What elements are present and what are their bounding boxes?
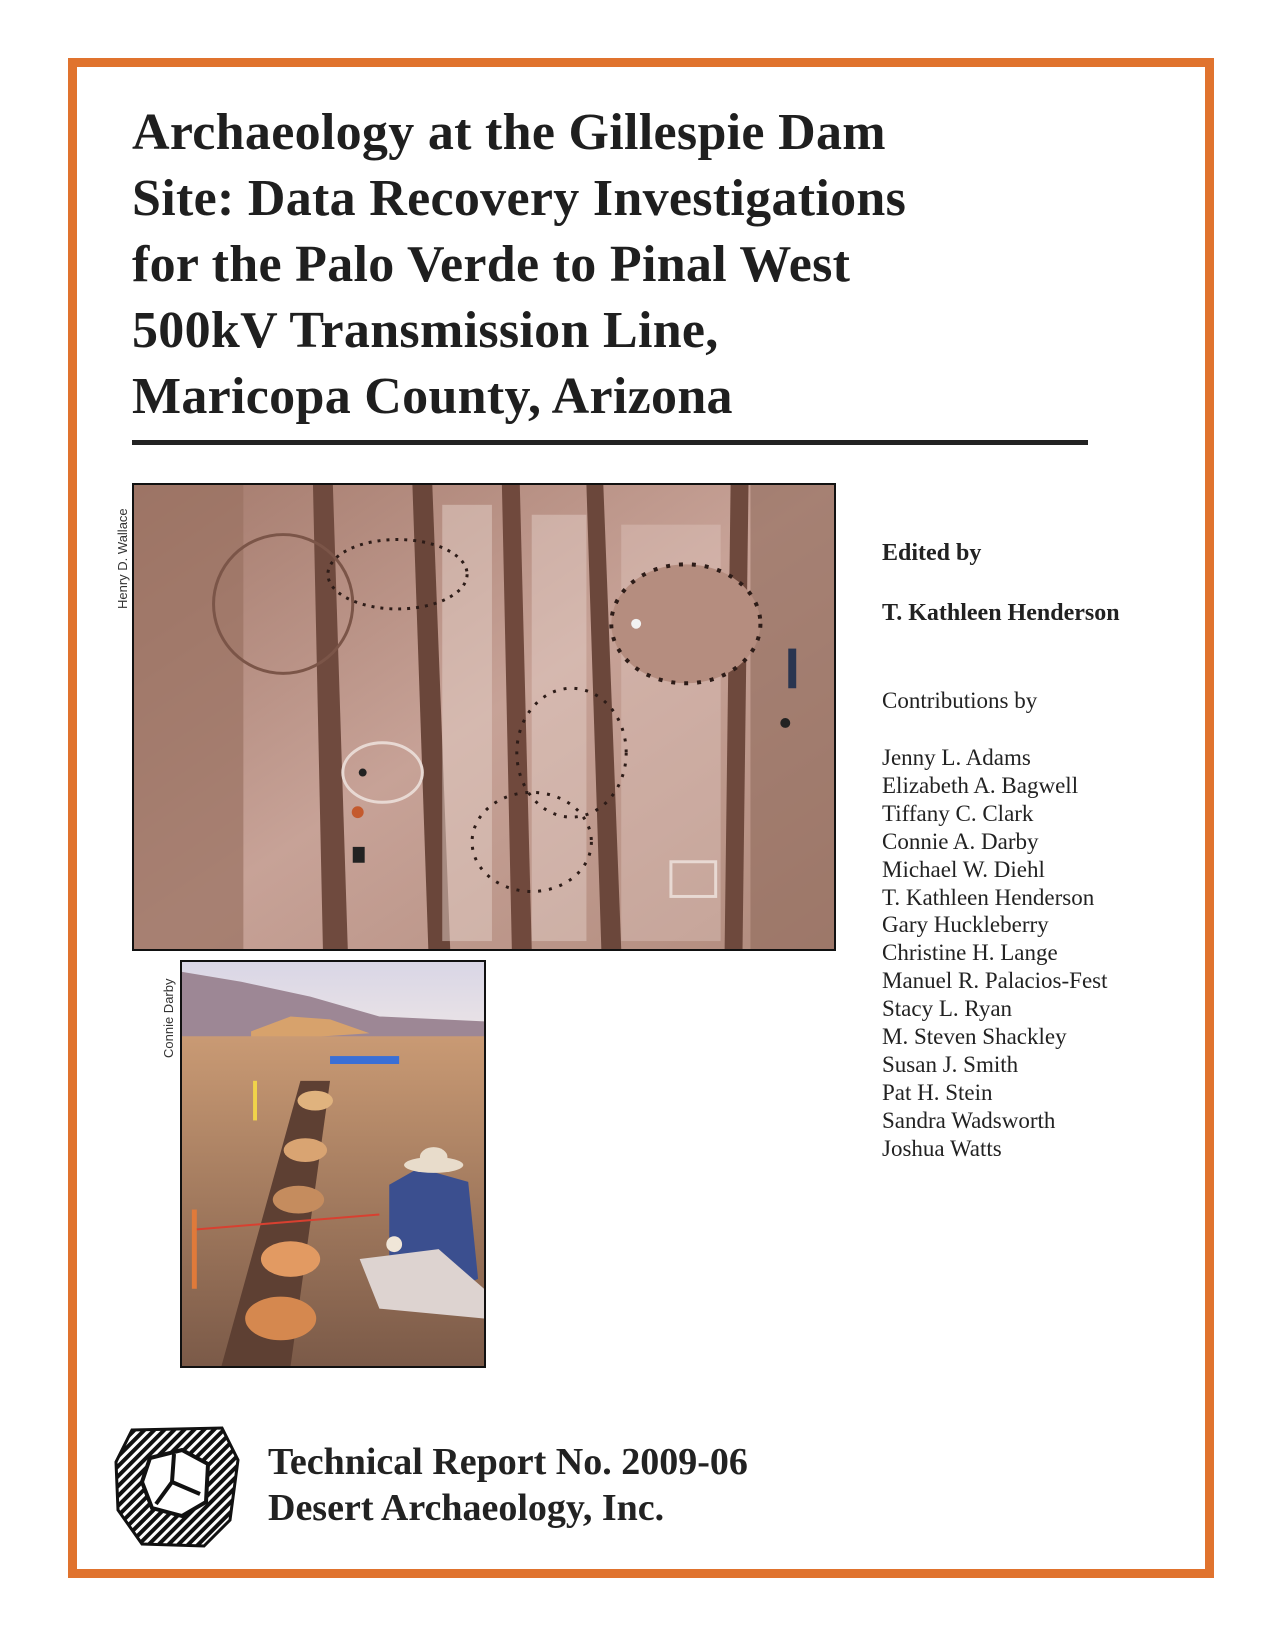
- excavator-photo-credit: Connie Darby: [161, 978, 176, 1058]
- contributor-item: Tiffany C. Clark: [882, 800, 1034, 826]
- contributor-item: Connie A. Darby: [882, 828, 1039, 854]
- aerial-photo-image: [134, 485, 834, 949]
- contributor-item: Michael W. Diehl: [882, 856, 1045, 882]
- title-line-3: for the Palo Verde to Pinal West: [132, 236, 851, 293]
- title-line-2: Site: Data Recovery Investigations: [132, 170, 907, 227]
- contributor-item: Susan J. Smith: [882, 1051, 1019, 1077]
- title-line-5: Maricopa County, Arizona: [132, 368, 733, 425]
- contributor-item: Elizabeth A. Bagwell: [882, 772, 1079, 798]
- contributor-item: Stacy L. Ryan: [882, 996, 1013, 1022]
- aerial-photo-credit: Henry D. Wallace: [115, 508, 130, 609]
- contributions-label: Contributions by: [882, 688, 1038, 713]
- title-divider: [132, 440, 1088, 445]
- aerial-excavation-photo: [132, 483, 836, 951]
- editor-name: T. Kathleen Henderson: [882, 600, 1120, 626]
- report-title: [132, 100, 1132, 430]
- desert-archaeology-logo: [112, 1420, 242, 1550]
- contributor-item: Pat H. Stein: [882, 1079, 993, 1105]
- title-line-1: Archaeology at the Gillespie Dam: [132, 104, 886, 161]
- contributor-item: Gary Huckleberry: [882, 912, 1049, 938]
- contributor-item: Joshua Watts: [882, 1135, 1002, 1161]
- contributor-item: Manuel R. Palacios-Fest: [882, 968, 1108, 994]
- contributor-item: Sandra Wadsworth: [882, 1107, 1056, 1133]
- excavation-worker-photo: [180, 960, 486, 1368]
- contributor-item: Christine H. Lange: [882, 940, 1058, 966]
- report-number: Technical Report No. 2009-06: [268, 1441, 748, 1483]
- edited-by-label: Edited by: [882, 540, 982, 566]
- publisher-name: Desert Archaeology, Inc.: [268, 1487, 665, 1529]
- contributor-item: T. Kathleen Henderson: [882, 884, 1095, 910]
- contributor-item: M. Steven Shackley: [882, 1024, 1067, 1050]
- title-line-4: 500kV Transmission Line,: [132, 302, 719, 359]
- contributor-list: [882, 744, 1108, 1163]
- excavation-photo-image: [182, 962, 484, 1366]
- contributor-item: Jenny L. Adams: [882, 745, 1031, 770]
